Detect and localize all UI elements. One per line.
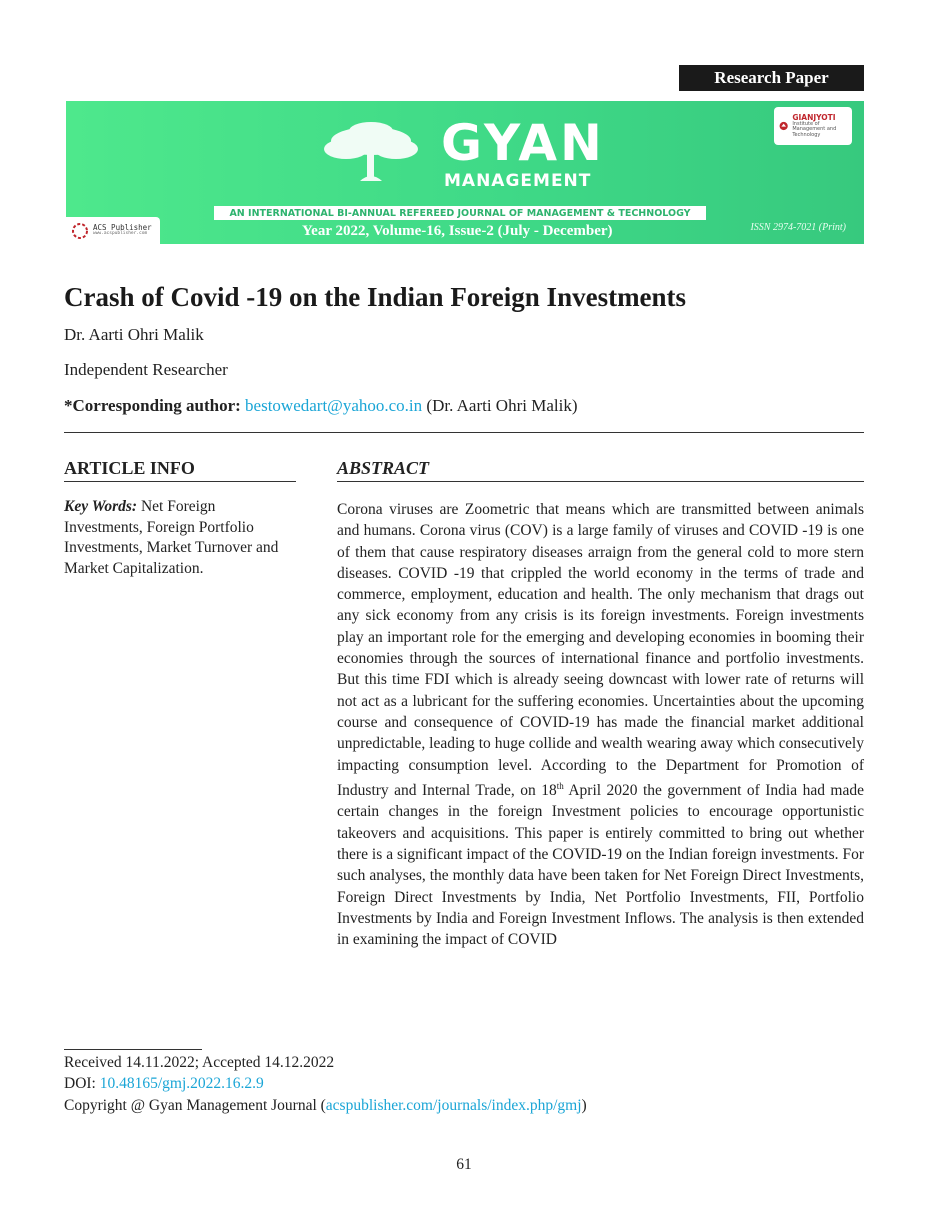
journal-url-link[interactable]: acspublisher.com/journals/index.php/gmj	[325, 1097, 582, 1114]
article-info-heading: ARTICLE INFO	[64, 458, 296, 482]
journal-description-strip: AN INTERNATIONAL BI-ANNUAL REFEREED JOURNAL OF MANAGEMENT & TECHNOLOGY	[214, 206, 706, 220]
institute-logo-sub: Institute of Management and Technology	[792, 120, 837, 138]
publisher-logo	[66, 217, 160, 244]
institute-logo	[774, 107, 852, 145]
corresponding-author	[64, 396, 578, 416]
copyright-close: )	[581, 1097, 587, 1114]
article-title: Crash of Covid -19 on the Indian Foreign Investments	[64, 282, 687, 312]
copyright-text: Copyright @ Gyan Management Journal (	[64, 1097, 326, 1114]
doi-label: DOI:	[64, 1075, 100, 1092]
institute-logo-icon	[779, 118, 788, 134]
doi-link[interactable]: 10.48165/gmj.2022.16.2.9	[99, 1075, 264, 1092]
corresponding-author-label: *Corresponding author:	[64, 396, 241, 415]
corresponding-email-link[interactable]: bestowedart@yahoo.co.in	[245, 396, 423, 415]
author-affiliation: Independent Researcher	[64, 360, 228, 379]
corresponding-author-name: (Dr. Aarti Ohri Malik)	[426, 396, 578, 415]
keywords-label: Key Words:	[64, 498, 138, 515]
publisher-logo-icon	[72, 223, 88, 239]
journal-banner	[66, 101, 864, 244]
publisher-logo-name: ACS Publisher	[93, 222, 152, 232]
abstract-superscript: th	[556, 780, 564, 791]
received-accepted-dates: Received 14.11.2022; Accepted 14.12.2022	[64, 1054, 335, 1071]
abstract-heading: ABSTRACT	[337, 458, 864, 482]
journal-name: GYAN	[441, 114, 605, 172]
journal-subname: MANAGEMENT	[444, 171, 592, 191]
article-type-tag: Research Paper	[679, 65, 864, 91]
page-number: 61	[456, 1156, 472, 1173]
keywords-text: Net Foreign Investments, Foreign Portfolio Investments, Market Turnover and Market Capitalization.	[64, 498, 279, 577]
abstract-body	[337, 499, 864, 950]
header-divider	[64, 432, 864, 433]
publisher-logo-sub: www.acspublisher.com	[93, 231, 148, 237]
issn-label: ISSN 2974-7021 (Print)	[750, 222, 846, 233]
institute-logo-name: GIANJYOTI	[792, 112, 836, 122]
tree-logo-icon	[316, 119, 426, 191]
doi-line	[64, 1075, 264, 1093]
keywords	[64, 497, 296, 579]
issue-info: Year 2022, Volume-16, Issue-2 (July - December)	[302, 223, 613, 239]
abstract-text-part2: April 2020 the government of India had made certain changes in the foreign Investment policies to encourage opportunistic takeovers and acquisitions. This paper is entirely committed to bring out whether there is a significant impact of the COVID-19 on the Indian foreign investments. For such analyses, the monthly data have been taken for Net Foreign Direct Investments, Foreign Direct Investments by India, Net Portfolio Investments, FII, Portfolio Investments by India and Foreign Investment Inflows. The analysis is then extended in examining the impact of COVID	[337, 782, 864, 949]
abstract-text-part1: Corona viruses are Zoometric that means which are transmitted between animals and humans. Corona virus (COV) is a large family of viruses and COVID -19 is one of them that cause respiratory diseases arraign from the general cold to more stern diseases. COVID -19 that crippled the world economy in the terms of trade and commerce, employment, education and health. The only mechanism that drags out any sick economy from any crisis is its foreign investments. Foreign investments play an important role for the emerging and developing economies in booming their economies through the sources of international finance and portfolio investments. But this time FDI which is already seeing downcast with lower rate of returns will not act as a lubricant for the suffering economies. Uncertainties about the upcoming course and consequence of COVID-19 has made the financial market additional unpredictable, leading to huge collide and wealth wearing away which consecutively impacting consumption level. According to the Department for Promotion of Industry and Internal Trade, on 18	[337, 501, 864, 800]
copyright-line	[64, 1097, 587, 1115]
author-name: Dr. Aarti Ohri Malik	[64, 325, 204, 344]
footnote-divider	[64, 1049, 202, 1050]
